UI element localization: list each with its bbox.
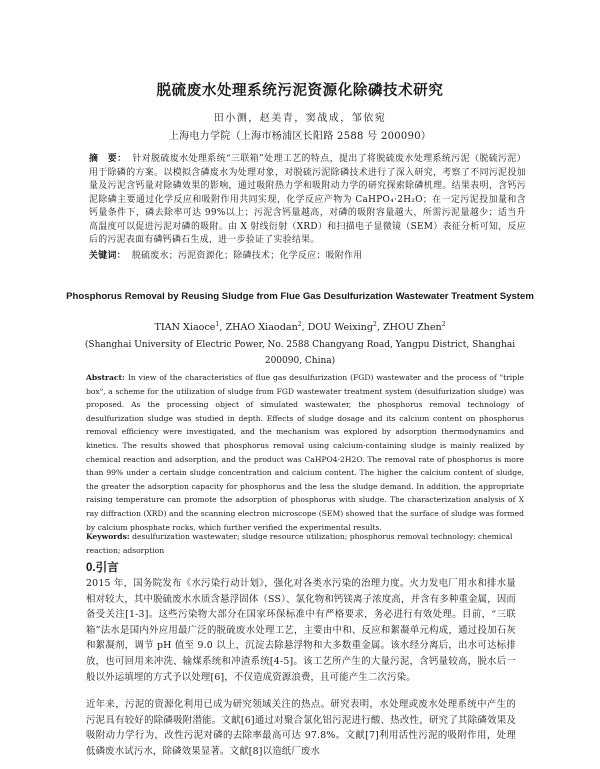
english-abstract: [86, 371, 524, 534]
author-name: ZHAO Xiaodan: [225, 322, 298, 334]
chinese-authors: 田小测，赵美青，窦战成，邹依宛: [213, 113, 387, 124]
english-keywords-text: desulfurization wastewater; sludge resource utilization; phosphorus removal technology; chemical reaction; adsorption: [86, 532, 513, 555]
author-affiliation-mark: 1: [215, 321, 220, 328]
body-paragraph: 2015 年，国务院发布《水污染行动计划》，强化对各类水污染的治理力度。火力发电厂用水和排水量相对较大，其中脱硫废水水质含悬浮固体（SS）、氯化物和钙镁离子浓度高，并含有多种重金属，因而备受关注[1-3]。这些污染物大部分在国家环保标准中有严格要求，务必进行有效处理。目前，“三联箱”法水是国内外应用最广泛的脱硫废水处理工艺，主要由中和、反应和絮凝单元构成，通过投加石灰和絮凝剂，调节 pH 值至 9.0 以上，沉淀去除悬浮物和大多数重金属。该水经分离后，出水可达标排放，也可回用来冲洗、输煤系统和冲渣系统[4-5]。该工艺所产生的大量污泥，含钙量较高，脱水后一般以外运填埋的方式予以处理[6]，不仅造成资源浪费，且可能产生二次污染。: [86, 578, 516, 683]
english-abstract-text: In view of the characteristics of flue gas desulfurization (FGD) wastewater and the process of "triple box", a scheme for the utilization of sludge from FGD wastewater treatment system (desulfurization sludge) was proposed. As the processing object of simulated wastewater, the phosphorus removal technology of desulfurization sludge was studied in depth. Effects of sludge dosage and its calcium content on phosphorus removal efficiency were investigated, and the mechanism was explored by adsorption thermodynamics and kinetics. The results showed that phosphorus removal using calcium-containing sludge is mainly realized by chemical reaction and adsorption, and the product was CaHPO4·2H2O. The removal rate of phosphorus is more than 99% under a certain sludge concentration and calcium content. The higher the calcium content of sludge, the greater the adsorption capacity for phosphorus and the less the sludge demand. In addition, the appropriate raising temperature can promote the adsorption of phosphorus with sludge. The characterization analysis of X ray diffraction (XRD) and the scanning electron microscope (SEM) showed that the surface of sludge was formed by calcium phosphate rocks, which further verified the experimental results.: [86, 373, 524, 532]
english-affiliation: (Shanghai University of Electric Power, No. 2588 Changyang Road, Yangpu District, Shanghai 200090, China): [84, 340, 516, 366]
english-authors: TIAN Xiaoce$^1$, ZHAO Xiaodan$^2$, DOU Weixing$^2$, ZHOU Zhen$^2$: [154, 321, 446, 334]
chinese-keywords: [89, 248, 526, 261]
chinese-keywords-text: 脱硫废水；污泥资源化；除磷技术；化学反应；吸附作用: [131, 251, 363, 261]
author-affiliation-mark: 2: [441, 321, 446, 328]
section-heading-introduction: 0.引言: [86, 562, 119, 574]
chinese-abstract: [89, 153, 526, 248]
chinese-abstract-label: 摘 要：: [89, 154, 127, 164]
author-name: ZHOU Zhen: [382, 322, 442, 334]
chinese-affiliation: 上海电力学院（上海市杨浦区长阳路 2588 号 200090）: [168, 131, 432, 142]
author-affiliation-mark: 2: [373, 321, 377, 328]
english-keywords-label: Keywords:: [86, 532, 130, 541]
chinese-title: 脱硫废水处理系统污泥资源化除磷技术研究: [156, 82, 444, 99]
chinese-keywords-label: 关键词：: [89, 251, 126, 261]
author-affiliation-mark: 2: [297, 321, 302, 328]
english-abstract-label: Abstract:: [86, 373, 125, 382]
english-keywords: [86, 530, 524, 557]
chinese-abstract-text: 针对脱硫废水处理系统“三联箱”处理工艺的特点，提出了将脱硫废水处理系统污泥（脱硫污泥）用于除磷的方案。以模拟含磷废水为处理对象，对脱硫污泥除磷技术进行了深入研究，考察了不同污泥投加量及污泥含钙量对除磷效果的影响，通过吸附热力学和吸附动力学的研究探索除磷机理。结果表明，含钙污泥除磷主要通过化学反应和吸附作用共同实现，化学反应产物为 CaHPO₄·2H₂O；在一定污泥投加量和含钙量条件下，磷去除率可达 99%以上；污泥含钙量越高，对磷的吸附容量越大，所需污泥量越少；适当升高温度可以促进污泥对磷的吸附。由 X 射线衍射（XRD）和扫描电子显微镜（SEM）表征分析可知，反应后的污泥表面有磷钙磷石生成，进一步验证了实验结果。: [89, 154, 526, 245]
english-title: Phosphorus Removal by Reusing Sludge from Flue Gas Desulfurization Wastewater Treatment System: [66, 291, 534, 302]
author-name: DOU Weixing: [307, 322, 374, 334]
author-name: TIAN Xiaoce: [154, 322, 216, 334]
body-paragraph: 近年来，污泥的资源化利用已成为研究领域关注的热点。研究表明，水处理或废水处理系统中产生的污泥具有较好的除磷吸附潜能。文献[6]通过对聚合氯化铝污泥进行酸、热改性，研究了其除磷效果及吸附动力学行为，改性污泥对磷的去除率最高可达 97.8%。文献[7]利用活性污泥的吸附作用，处理低磷废水试污水，除磷效果显著。文献[8]以造纸厂废水: [86, 699, 516, 757]
